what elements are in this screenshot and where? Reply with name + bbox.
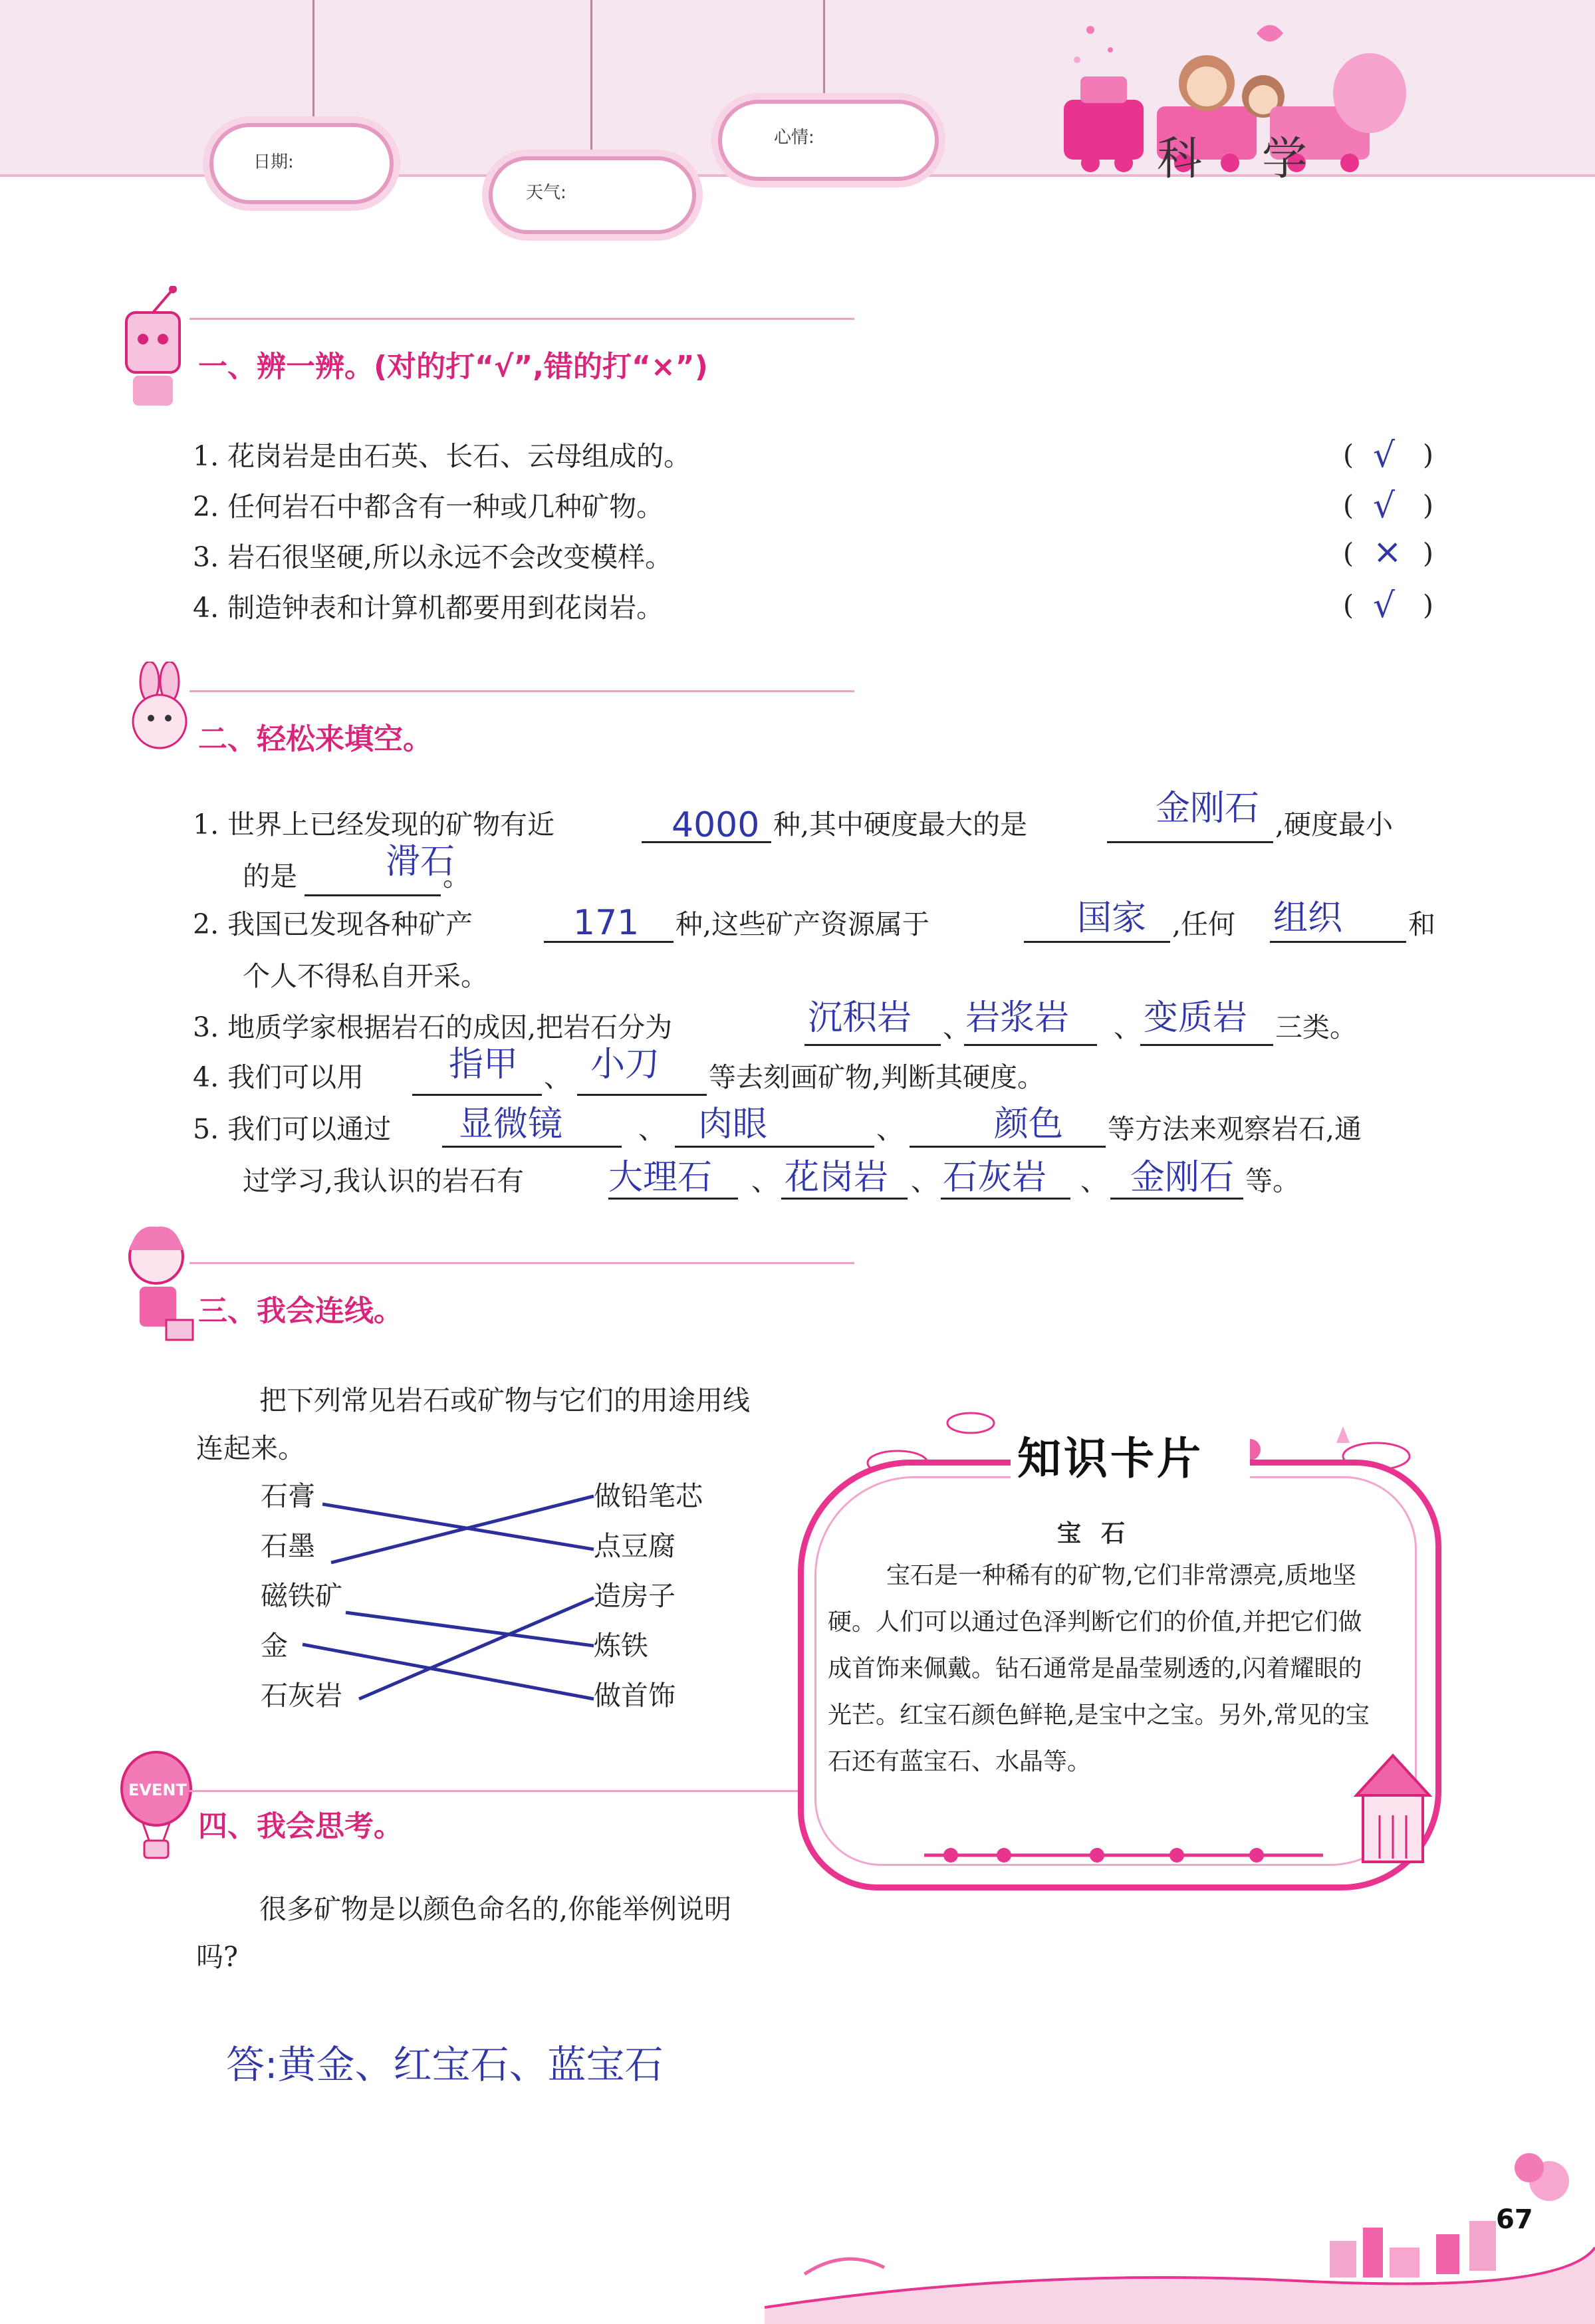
card-vine-decor [924,1835,1323,1875]
footer-town-decor [765,2141,1595,2324]
match-line [331,1496,594,1563]
mood-label: 心情: [774,128,814,148]
section4-title: 四、我会思考。 [198,1809,403,1843]
fill-q4-text: 、 [544,1061,571,1093]
fill-q5-answer-7: 金刚石 [1130,1158,1235,1198]
judge-answer-1: √ [1373,436,1396,475]
fill-q2-text: 种,这些矿产资源属于 [675,908,930,940]
fill-q1-answer-2: 金刚石 [1156,789,1260,829]
fill-q2-text: 2. 我国已发现各种矿产 [193,908,473,940]
fill-q3-text: 三类。 [1275,1011,1357,1043]
paren-close: ) [1423,589,1433,621]
fill-q5-text: 、 [1080,1165,1108,1197]
fill-q3-text: 、 [943,1011,970,1043]
judge-answer-4: √ [1373,586,1396,626]
fill-q1-text: ,硬度最小 [1275,809,1394,840]
match-right-item: 点豆腐 [594,1530,675,1562]
fill-q1-text: 1. 世界上已经发现的矿物有近 [193,809,555,840]
match-right-item: 炼铁 [594,1630,648,1662]
fill-q1-answer-1: 4000 [672,805,760,845]
fill-q4-text: 4. 我们可以用 [193,1061,364,1093]
fill-q1-text: 种,其中硬度最大的是 [773,809,1028,840]
fill-q1-answer-3: 滑石 [386,842,455,882]
fill-q3-text: 、 [1114,1011,1141,1043]
section3-title: 三、我会连线。 [198,1294,403,1328]
fill-q5-text: 过学习,我认识的岩石有 [243,1165,525,1197]
card-title: 知识卡片 [1017,1433,1203,1484]
match-line [359,1598,594,1699]
paren-close: ) [1423,489,1433,521]
fill-q2-text: 个人不得私自开采。 [243,960,488,992]
fill-q5-text: 、 [751,1165,779,1197]
match-line [303,1644,594,1699]
match-left-item: 金 [261,1630,288,1662]
match-line [322,1504,594,1549]
house-icon [1343,1742,1443,1875]
fill-q2-text: 和 [1408,908,1435,940]
match-left-item: 石灰岩 [261,1680,342,1712]
card-body: 宝石是一种稀有的矿物,它们非常漂亮,质地坚硬。人们可以通过色泽判断它们的价值,并把它们做成首饰来佩戴。钻石通常是晶莹剔透的,闪着耀眼的光芒。红宝石颜色鲜艳,是宝中之宝。另外,常见的宝石还有蓝宝石、水晶等。 [828,1562,1370,1775]
match-left-item: 石墨 [261,1530,315,1562]
page-number: 67 [1496,2204,1533,2235]
judge-item-2: 2. 任何岩石中都含有一种或几种矿物。 [193,491,664,523]
judge-item-1: 1. 花岗岩是由石英、长石、云母组成的。 [193,440,691,472]
fill-q2-answer-3: 组织 [1273,898,1343,938]
fill-q5-answer-1: 显微镜 [459,1104,563,1144]
date-label: 日期: [253,152,294,172]
judge-answer-2: √ [1373,486,1396,526]
fill-q5-answer-5: 花岗岩 [785,1158,889,1198]
fill-q5-answer-6: 石灰岩 [943,1158,1047,1198]
match-line [346,1613,594,1646]
section1-title: 一、辨一辨。(对的打“√”,错的打“×”) [198,350,708,384]
fill-q3-text: 3. 地质学家根据岩石的成因,把岩石分为 [193,1011,673,1043]
fill-q5-text: 、 [638,1113,666,1145]
event-balloon-icon [116,1749,196,1862]
subject-title: 科学 [1157,133,1368,186]
fill-q2-answer-1: 171 [573,903,640,943]
paren-open: ( [1343,537,1354,569]
match-instruction: 把下列常见岩石或矿物与它们的用途用线连起来。 [196,1384,750,1464]
fill-q4-text: 等去刻画矿物,判断其硬度。 [709,1061,1045,1093]
fill-q3-answer-1: 沉积岩 [808,998,912,1038]
match-left-item: 磁铁矿 [261,1580,342,1612]
paren-open: ( [1343,439,1354,471]
fill-q5-text: 等。 [1245,1165,1300,1197]
paren-close: ) [1423,537,1433,569]
think-question: 很多矿物是以颜色命名的,你能举例说明吗? [196,1893,732,1973]
fill-q5-text: 、 [876,1113,904,1145]
fill-q5-answer-2: 肉眼 [698,1104,768,1144]
fill-q5-text: 、 [911,1165,938,1197]
paren-close: ) [1423,439,1433,471]
match-right-item: 做首饰 [594,1680,675,1712]
fill-q2-text: ,任何 [1172,908,1236,940]
fill-q1-text: 。 [443,860,470,892]
paren-open: ( [1343,589,1354,621]
fill-q5-text: 5. 我们可以通过 [193,1113,392,1145]
fill-q5-answer-4: 大理石 [608,1158,713,1198]
match-right-item: 做铅笔芯 [594,1480,703,1512]
fill-q3-answer-2: 岩浆岩 [965,998,1070,1038]
fill-q5-answer-3: 颜色 [994,1104,1064,1144]
svg-text:EVENT: EVENT [128,1781,187,1799]
match-left-item: 石膏 [261,1480,315,1512]
judge-item-4: 4. 制造钟表和计算机都要用到花岗岩。 [193,592,664,624]
weather-label: 天气: [526,183,566,203]
section2-title: 二、轻松来填空。 [198,722,432,756]
section-rule [189,1790,854,1792]
paren-open: ( [1343,489,1354,521]
match-right-item: 造房子 [594,1580,675,1612]
judge-item-3: 3. 岩石很坚硬,所以永远不会改变模样。 [193,541,673,573]
fill-q4-answer-2: 小刀 [590,1045,660,1085]
fill-q3-answer-3: 变质岩 [1144,998,1248,1038]
card-heading: 宝石 [1057,1519,1146,1547]
fill-q1-text: 的是 [243,860,297,892]
fill-q5-text: 等方法来观察岩石,通 [1108,1113,1362,1145]
think-answer: 答:黄金、红宝石、蓝宝石 [226,2042,664,2087]
judge-answer-3: × [1373,532,1402,572]
fill-q2-answer-2: 国家 [1077,898,1147,938]
fill-q4-answer-1: 指甲 [449,1045,519,1085]
